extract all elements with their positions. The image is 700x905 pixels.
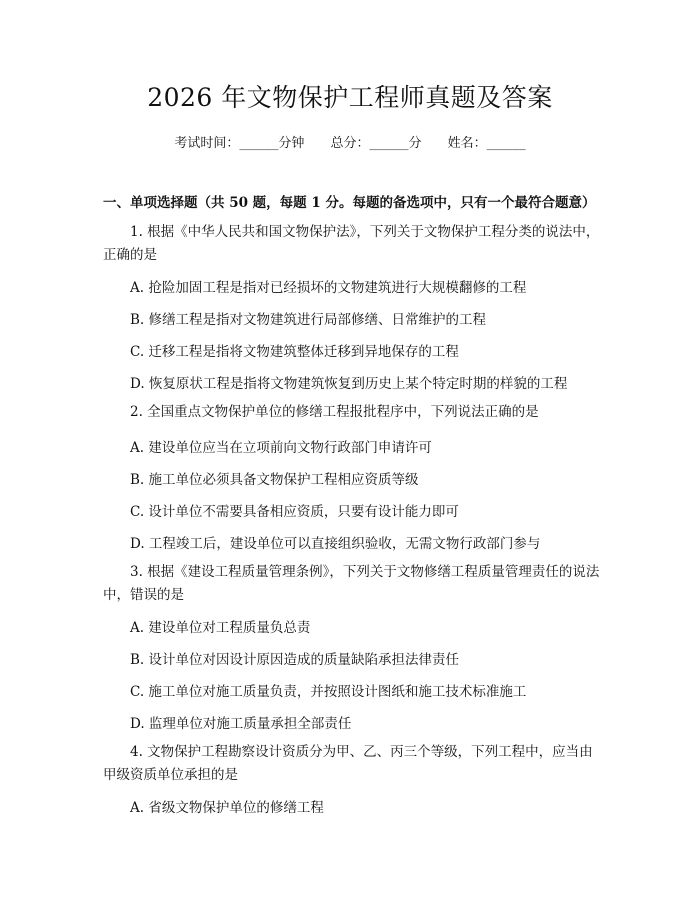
- question-3-option-c: C. 施工单位对施工质量负责，并按照设计图纸和施工技术标准施工: [130, 684, 527, 700]
- total-score-field: 总分：______分: [330, 136, 422, 151]
- question-1-option-d: D. 恢复原状工程是指将文物建筑恢复到历史上某个特定时期的样貌的工程: [130, 376, 568, 392]
- question-4-stem: 4. 文物保护工程勘察设计资质分为甲、乙、丙三个等级，下列工程中，应当由甲级资质单位承担的是: [103, 744, 593, 783]
- document-title: 2026 年文物保护工程师真题及答案: [147, 83, 553, 112]
- question-3-option-b: B. 设计单位对因设计原因造成的质量缺陷承担法律责任: [130, 652, 460, 668]
- question-3-option-a: A. 建设单位对工程质量负总责: [130, 620, 311, 636]
- question-1-option-a: A. 抢险加固工程是指对已经损坏的文物建筑进行大规模翻修的工程: [130, 280, 527, 296]
- question-1-option-b: B. 修缮工程是指对文物建筑进行局部修缮、日常维护的工程: [130, 312, 487, 328]
- question-3-option-d: D. 监理单位对施工质量承担全部责任: [130, 716, 352, 732]
- question-2-option-b: B. 施工单位必须具备文物保护工程相应资质等级: [130, 472, 419, 488]
- section-heading: 一、单项选择题（共 50 题，每题 1 分。每题的备选项中，只有一个最符合题意）: [103, 195, 596, 211]
- question-4-option-a: A. 省级文物保护单位的修缮工程: [130, 800, 324, 816]
- question-3-stem: 3. 根据《建设工程质量管理条例》，下列关于文物修缮工程质量管理责任的说法中，错误的是: [103, 564, 600, 603]
- question-2-option-d: D. 工程竣工后，建设单位可以直接组织验收，无需文物行政部门参与: [130, 536, 541, 552]
- question-1-stem: 1. 根据《中华人民共和国文物保护法》，下列关于文物保护工程分类的说法中，正确的是: [103, 224, 600, 263]
- question-2-option-c: C. 设计单位不需要具备相应资质，只要有设计能力即可: [130, 504, 459, 520]
- exam-info-line: [0, 132, 700, 151]
- question-2-stem: 2. 全国重点文物保护单位的修缮工程报批程序中，下列说法正确的是: [130, 404, 539, 420]
- question-2-option-a: A. 建设单位应当在立项前向文物行政部门申请许可: [130, 440, 432, 456]
- student-name-field: 姓名：______: [447, 136, 526, 151]
- exam-time-field: 考试时间：______分钟: [174, 136, 305, 151]
- question-1-option-c: C. 迁移工程是指将文物建筑整体迁移到异地保存的工程: [130, 344, 459, 360]
